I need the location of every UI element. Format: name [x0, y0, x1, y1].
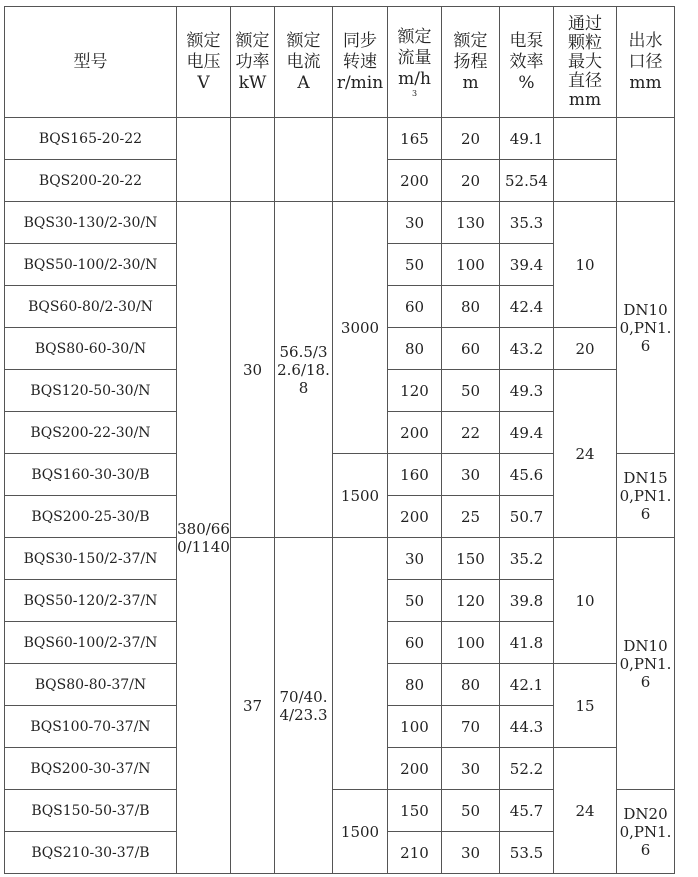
current-cell: 70/40.4/23.3: [275, 538, 333, 874]
model-cell: BQS50-120/2-37/N: [5, 580, 177, 622]
efficiency-cell: 41.8: [500, 622, 554, 664]
table-row: [5, 202, 675, 244]
model-cell: BQS165-20-22: [5, 118, 177, 160]
flow-cell: 80: [388, 664, 442, 706]
flow-cell: 60: [388, 286, 442, 328]
outlet-cell-empty: [617, 118, 675, 202]
model-cell: BQS200-20-22: [5, 160, 177, 202]
outlet-cell: DN200,PN1.6: [617, 790, 675, 874]
flow-cell: 210: [388, 832, 442, 874]
header-efficiency: 电泵 效率 %: [500, 7, 554, 118]
outlet-cell: DN100,PN1.6: [617, 538, 675, 790]
particle-cell: 24: [554, 370, 617, 538]
speed-cell: 1500: [333, 790, 388, 874]
flow-cell: 50: [388, 244, 442, 286]
header-outlet: 出水 口径 mm: [617, 7, 675, 118]
header-voltage: 额定 电压 V: [177, 7, 231, 118]
efficiency-cell: 44.3: [500, 706, 554, 748]
speed-cell: 3000: [333, 202, 388, 454]
flow-cell: 200: [388, 160, 442, 202]
current-cell-empty: [275, 118, 333, 202]
model-cell: BQS60-80/2-30/N: [5, 286, 177, 328]
flow-cell: 200: [388, 748, 442, 790]
flow-cell: 100: [388, 706, 442, 748]
model-cell: BQS150-50-37/B: [5, 790, 177, 832]
head-cell: 50: [442, 790, 500, 832]
efficiency-cell: 39.8: [500, 580, 554, 622]
head-cell: 30: [442, 454, 500, 496]
voltage-cell-empty: [177, 118, 231, 202]
head-cell: 80: [442, 664, 500, 706]
flow-cell: 50: [388, 580, 442, 622]
outlet-cell: DN150,PN1.6: [617, 454, 675, 538]
particle-cell: 15: [554, 664, 617, 748]
table-row: [5, 538, 675, 580]
header-speed: 同步 转速 r/min: [333, 7, 388, 118]
power-cell: 37: [231, 538, 275, 874]
flow-cell: 200: [388, 496, 442, 538]
header-model: 型号: [5, 7, 177, 118]
head-cell: 50: [442, 370, 500, 412]
head-cell: 22: [442, 412, 500, 454]
head-cell: 60: [442, 328, 500, 370]
model-cell: BQS50-100/2-30/N: [5, 244, 177, 286]
model-cell: BQS120-50-30/N: [5, 370, 177, 412]
efficiency-cell: 50.7: [500, 496, 554, 538]
head-cell: 20: [442, 118, 500, 160]
head-cell: 70: [442, 706, 500, 748]
efficiency-cell: 45.6: [500, 454, 554, 496]
power-cell: 30: [231, 202, 275, 538]
model-cell: BQS160-30-30/B: [5, 454, 177, 496]
pump-spec-table: [4, 6, 675, 874]
model-cell: BQS210-30-37/B: [5, 832, 177, 874]
header-flow: 额定 流量 m/h 3: [388, 7, 442, 118]
model-cell: BQS30-130/2-30/N: [5, 202, 177, 244]
flow-cell: 60: [388, 622, 442, 664]
speed-cell-empty: [333, 538, 388, 790]
flow-cell: 150: [388, 790, 442, 832]
header-head: 额定 扬程 m: [442, 7, 500, 118]
efficiency-cell: 53.5: [500, 832, 554, 874]
head-cell: 130: [442, 202, 500, 244]
header-current: 额定 电流 A: [275, 7, 333, 118]
head-cell: 25: [442, 496, 500, 538]
flow-cell: 120: [388, 370, 442, 412]
speed-cell-empty: [333, 118, 388, 202]
flow-cell: 200: [388, 412, 442, 454]
particle-cell: 20: [554, 328, 617, 370]
current-cell: 56.5/32.6/18.8: [275, 202, 333, 538]
head-cell: 100: [442, 244, 500, 286]
efficiency-cell: 42.4: [500, 286, 554, 328]
flow-cell: 30: [388, 538, 442, 580]
efficiency-cell: 45.7: [500, 790, 554, 832]
model-cell: BQS100-70-37/N: [5, 706, 177, 748]
outlet-cell: DN100,PN1.6: [617, 202, 675, 454]
head-cell: 150: [442, 538, 500, 580]
model-cell: BQS200-25-30/B: [5, 496, 177, 538]
head-cell: 120: [442, 580, 500, 622]
table-row: [5, 118, 675, 160]
efficiency-cell: 35.3: [500, 202, 554, 244]
efficiency-cell: 52.54: [500, 160, 554, 202]
head-cell: 20: [442, 160, 500, 202]
efficiency-cell: 49.4: [500, 412, 554, 454]
efficiency-cell: 49.3: [500, 370, 554, 412]
particle-cell-empty: [554, 118, 617, 160]
particle-cell: 10: [554, 538, 617, 664]
efficiency-cell: 42.1: [500, 664, 554, 706]
header-power: 额定 功率 kW: [231, 7, 275, 118]
head-cell: 100: [442, 622, 500, 664]
efficiency-cell: 52.2: [500, 748, 554, 790]
efficiency-cell: 35.2: [500, 538, 554, 580]
efficiency-cell: 39.4: [500, 244, 554, 286]
flow-cell: 160: [388, 454, 442, 496]
efficiency-cell: 43.2: [500, 328, 554, 370]
power-cell-empty: [231, 118, 275, 202]
model-cell: BQS80-80-37/N: [5, 664, 177, 706]
model-cell: BQS60-100/2-37/N: [5, 622, 177, 664]
particle-cell: 10: [554, 202, 617, 328]
flow-cell: 165: [388, 118, 442, 160]
head-cell: 80: [442, 286, 500, 328]
head-cell: 30: [442, 832, 500, 874]
head-cell: 30: [442, 748, 500, 790]
speed-cell: 1500: [333, 454, 388, 538]
voltage-cell: 380/660/1140: [177, 202, 231, 874]
model-cell: BQS80-60-30/N: [5, 328, 177, 370]
flow-cell: 30: [388, 202, 442, 244]
flow-cell: 80: [388, 328, 442, 370]
model-cell: BQS30-150/2-37/N: [5, 538, 177, 580]
particle-cell: 24: [554, 748, 617, 874]
efficiency-cell: 49.1: [500, 118, 554, 160]
model-cell: BQS200-22-30/N: [5, 412, 177, 454]
model-cell: BQS200-30-37/N: [5, 748, 177, 790]
header-row: [5, 7, 675, 118]
particle-cell-empty: [554, 160, 617, 202]
header-particle: 通过 颗粒 最大 直径 mm: [554, 7, 617, 118]
